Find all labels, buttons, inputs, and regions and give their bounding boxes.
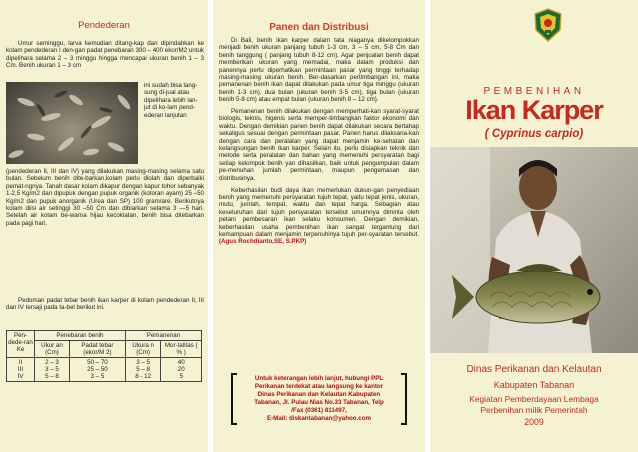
th-penebaran: Penebaran benih — [35, 331, 126, 341]
contact-line-2: Perikanan terdekat atau langsung ke kantor — [254, 383, 384, 390]
contact-line-4: Tabanan, Jl. Pulau Nias No.33 Tabanan, Telp — [254, 399, 384, 406]
agency-region: Kabupaten Tabanan — [493, 380, 575, 390]
table-cell-padat: 50 – 70 25 – 50 3 – 5 — [69, 358, 125, 382]
larva-photo — [6, 82, 138, 164]
panel-pendederan — [0, 0, 208, 452]
table-cell-ukuran: 2 – 3 3 – 5 5 – 8 — [35, 358, 70, 382]
section-title-pendederan: Pendederan — [78, 20, 130, 31]
panen-paragraph-3-text: Keberhasilan budi daya ikan memerlukan dukun-gan penyediaan benih yang memenuhi persyaratan tujuh tepat, yaitu tepat jenis, ukuran, mutu, jumlah, tempat, waktu dan tepat harga. Sebagian atau keseluruhan dari tujuh persyaratan tersebut umumnya diminta oleh petani pembesaran ikan selaku konsumen. Dengan demikian, keberhasilan usaha pembenihan ikan sangat tergantung dari kemampuan dalam menjamin terpenuhinya tujuh per-syaratan tersebut. — [219, 186, 419, 238]
panel-panen — [213, 0, 425, 452]
panen-paragraph-2: Pemanenan benih dilakukan dengan memperhati-kan syarat-syarat biologis, teknis, higenis serta memper-timbangkan faktor ekonomi dan waktu. Dengan demikian panen benih dapat dilakukan secara bertahap sekaligus sesuai dengan permintaan pasar. Panen harus dilaksana-kan dengan cara dan peralatan yang dapat menjamin ke-sehatan dan kelangsungan benih ikan karper. Selain itu, perlu disiapkan teknik dan metode serta peralatan dan bahan yang memenuhi persyaratan bagi setiap kelompok benih yan dihasilkan, baik untuk pengumpulan dalam pe-menuhan jumlah permintaan, maupun pengemasan dan distribusinya. — [219, 108, 419, 182]
th-pendederan-ke: Pen-dede-ran Ke — [7, 331, 35, 358]
pedoman-text: Pedoman padat tebar benih ikan karper di kolam pendederan II, III dan IV tersaji pada ta-bel berikut ini. — [6, 297, 204, 312]
stocking-table — [6, 330, 202, 382]
larva-photo-image — [6, 82, 138, 164]
panen-body — [219, 37, 419, 250]
panel-cover — [430, 0, 638, 452]
contact-line-1: Untuk keterangan lebih lanjut, hubungi PPL — [254, 375, 384, 382]
right-bracket — [401, 373, 407, 425]
contact-info-box — [231, 373, 407, 425]
contact-line-5: /Fax (0361) 811497, — [291, 407, 347, 414]
program-line-1: Kegiatan Pemberdayaan Lembaga — [469, 394, 599, 404]
table-cell-mortalitas: 40 20 5 — [161, 358, 202, 382]
pendederan-continuation: (pendederan II, III dan IV) yang dilakukan masing-masing selama satu bulan. Sebelum benih dite-barkan,kolam perlu diolah dan diperbaiki pemat-ngnya. Tanah dasar kolam dikapur dengan kapur tohor sebanyak 1-2,5 Kg/m2 dan dipupuk dengan pupuk organik (kotoran ayam) 25 –50 Kg/m2 dan pupuk anorganik (Urea dan SP) 100 gram/are. Berikutnya kolam diisi air setinggi 30 –50 Cm dan dibiarkan selama 3 —5 hari. Setelah air kolam be-warna hijau kecoklatan, benih bisa ditebarkan pada pagi hari. — [6, 168, 204, 227]
pendederan-intro: Umur seminggu, larva kemudian ditang-kap dan dipindahkan ke kolam pendederan I den-gan padat penebaran 300 – 400 ekor/M2 untuk dipelihara selama 2 – 3 minggu hingga mencapai ukuran benih 1 – 3 Cm. Benih ukuran 1 – 3 cm — [6, 40, 204, 70]
regency-emblem-icon — [533, 8, 563, 42]
cover-title: Ikan Karper — [465, 95, 603, 125]
program-line-2: Perbenihan milik Pemerintah — [480, 404, 588, 415]
cover-label: PEMBENIHAN — [483, 86, 585, 97]
man-holding-carp-photo — [430, 147, 638, 353]
cover-subtitle: ( Cyprinus carpio) — [484, 128, 584, 140]
th-mortalitas: Mor-talitas ( % ) — [161, 341, 202, 358]
th-ukuran: Ukur an (Cm) — [35, 341, 70, 358]
contact-info-text — [241, 375, 397, 423]
contact-email: E-Mail: diskantabanan@yahoo.com — [266, 415, 372, 422]
table-cell-ukuran-panen: 3 – 5 5 – 8 8 - 12 — [125, 358, 161, 382]
th-padat-tebar: Padat tebar (ekor/M 2) — [69, 341, 125, 358]
section-title-panen: Panen dan Distribusi — [269, 22, 369, 33]
panen-paragraph-3 — [219, 187, 419, 246]
left-bracket — [231, 373, 237, 425]
pendederan-side-text: ini sudah bisa lang-sung di-jual atau dipelihara lebih lan-jut di ko-lam pend-ederan lanjutan — [144, 82, 198, 119]
contact-line-3: Dinas Perikanan dan Kelautan Kabupaten — [257, 391, 381, 398]
table-cell-pendederan: II III IV — [7, 358, 35, 382]
program-description — [430, 394, 638, 415]
th-pemanenan: Pemanenan — [125, 331, 201, 341]
panen-paragraph-1: Di Bali, benih ikan karper dalam tata niaganya dikelompokkan menjadi benih ukuran panjang tubuh 1-3 cm, 3 – 5 cm, 5-8 Cm dan benih tanggung ( panjang tubuh 8-12 cm). Agar penjualan benih dapat memberikan ukuran yang memadai, maka dalam produksi dan panennya perlu diperhatikan permintaan pasar yang tinggi terhadap masing-masing ukuran benih. Ber-dasarkan pertimbangan ini, maka pemanenan benih ikan dapat dilakukan pada umur tiga minggu (ukuran benih 1-3 cm), dua bulan (ukuran benih 3-5 cm), tiga bulan (ukuran benih 5-8 cm) atau empat bulan (ukuran benih 8 – 12 cm). — [219, 37, 419, 104]
th-ukuran-panen: Ukura n (Cm) — [125, 341, 161, 358]
publication-year: 2009 — [524, 417, 544, 427]
author-credit: (Agus Rochdianto,SE, S.PKP) — [219, 238, 307, 246]
agency-name: Dinas Perikanan dan Kelautan — [466, 364, 602, 375]
